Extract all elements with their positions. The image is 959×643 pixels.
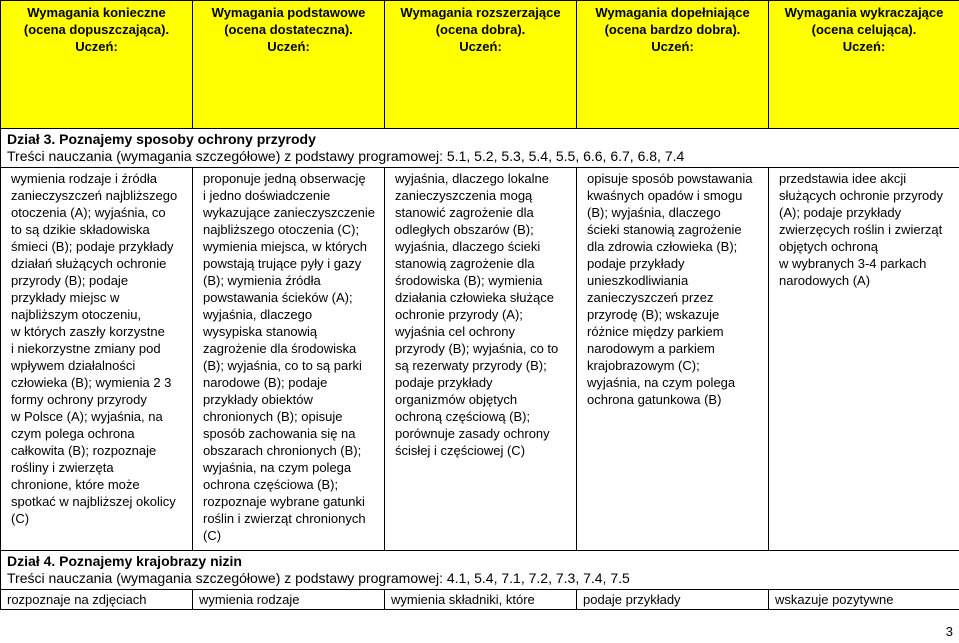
cell-text-line: czym polega ochrona — [11, 426, 135, 441]
cell-text-line: kwaśnych opadów i smogu — [587, 188, 743, 203]
cell-text-line: w Polsce (A); wyjaśnia, na — [11, 409, 163, 424]
table-cell: podaje przykłady — [577, 590, 769, 610]
cell-text-line: (C) — [11, 511, 30, 526]
requirements-col-1 — [1, 168, 193, 551]
cell-text-line: porównuje zasady ochrony — [395, 426, 550, 441]
header-grade: (ocena celująca). — [811, 22, 917, 37]
cell-text-line: wyjaśnia, na czym polega — [587, 375, 736, 390]
cell-text-line: i niekorzystne zmiany pod — [11, 341, 161, 356]
header-grade: (ocena dopuszczająca). — [23, 22, 170, 37]
cell-text-line: rozpoznaje wybrane gatunki — [203, 494, 365, 509]
cell-text-line: narodowe (B); podaje — [203, 375, 328, 390]
cell-text-line: powstawania ścieków (A); — [203, 290, 353, 305]
cell-text-line: wyjaśnia, na czym polega — [203, 460, 352, 475]
section-4-row — [1, 551, 959, 590]
cell-text-line: sposób zachowania się na — [203, 426, 356, 441]
cell-text-line: zanieczyszczeń przez — [587, 290, 714, 305]
cell-text-line: różnice między parkiem — [587, 324, 724, 339]
requirements-col-2 — [193, 168, 385, 551]
cell-text-line: odległych obszarów (B); — [395, 222, 534, 237]
cell-text-line: zagrożenie dla środowiska — [203, 341, 357, 356]
cell-text-line: przedstawia idee akcji — [779, 171, 907, 186]
header-grade: (ocena dostateczna). — [224, 22, 353, 37]
table-cell: wymienia składniki, które — [385, 590, 577, 610]
page-number: 3 — [945, 624, 953, 639]
header-title: Wymagania wykraczające — [784, 5, 944, 20]
cell-text-line: działania człowieka służące — [395, 290, 554, 305]
header-col-1 — [1, 1, 193, 129]
cell-text-line: proponuje jedną obserwację — [203, 171, 366, 186]
cell-text-line: opisuje sposób powstawania — [587, 171, 753, 186]
section-4-subtitle: Treści nauczania (wymagania szczegółowe) z podstawy programowej: 4.1, 5.4, 7.1, 7.2, 7.3, 7.4, 7.5 — [7, 570, 630, 586]
header-title: Wymagania dopełniające — [595, 5, 750, 20]
header-col-2 — [193, 1, 385, 129]
cell-text-line: i jedno doświadczenie — [203, 188, 331, 203]
section-4-requirements-row — [1, 590, 959, 610]
cell-text-line: zanieczyszczeń najbliższego — [11, 188, 178, 203]
header-student: Uczeń: — [459, 39, 502, 54]
cell-text-line: krajobrazowym (C); — [587, 358, 700, 373]
cell-text-line: ochrona częściowa (B); — [203, 477, 339, 492]
cell-text-line: wpływem działalności — [11, 358, 136, 373]
header-student: Uczeń: — [267, 39, 310, 54]
cell-text-line: całkowita (B); rozpoznaje — [11, 443, 157, 458]
header-title: Wymagania podstawowe — [211, 5, 366, 20]
section-3-title: Dział 3. Poznajemy sposoby ochrony przyrody — [7, 131, 316, 147]
cell-text-line: wykazujące zanieczyszczenie — [203, 205, 375, 220]
cell-text-line: przyrody (B); wyjaśnia, co to — [395, 341, 559, 356]
cell-text-line: ochronie przyrody (A); — [395, 307, 523, 322]
cell-text-line: (C) — [203, 528, 222, 543]
cell-text-line: stanowić zagrożenie dla — [395, 205, 534, 220]
requirements-row — [1, 168, 959, 551]
table-cell: wskazuje pozytywne — [769, 590, 959, 610]
cell-text-line: wysypiska stanowią — [203, 324, 318, 339]
header-student: Uczeń: — [842, 39, 886, 54]
cell-text-line: dla zdrowia człowieka (B); — [587, 239, 738, 254]
header-title: Wymagania rozszerzające — [400, 5, 561, 20]
cell-text-line: roślin i zwierząt chronionych — [203, 511, 366, 526]
cell-text-line: przykłady obiektów — [203, 392, 313, 407]
cell-text-line: organizmów objętych — [395, 392, 518, 407]
cell-text-line: podaje przykłady — [395, 375, 493, 390]
cell-text-line: objętych ochroną — [779, 239, 879, 254]
cell-text-line: spotkać w najbliższej okolicy — [11, 494, 176, 509]
cell-text-line: wymienia miejsca, w których — [203, 239, 367, 254]
requirements-col-5 — [769, 168, 959, 551]
header-student: Uczeń: — [75, 39, 118, 54]
cell-text-line: służących ochronie przyrody — [779, 188, 944, 203]
cell-text-line: otoczenia (A); wyjaśnia, co — [11, 205, 166, 220]
header-col-4 — [577, 1, 769, 129]
requirements-col-4 — [577, 168, 769, 551]
cell-text-line: ścieki stanowią zagrożenie — [587, 222, 742, 237]
header-col-3 — [385, 1, 577, 129]
cell-text-line: powstają trujące pyły i gazy — [203, 256, 362, 271]
cell-text-line: narodowym a parkiem — [587, 341, 715, 356]
section-3-row — [1, 129, 959, 168]
cell-text-line: (B); wymienia źródła — [203, 273, 321, 288]
cell-text-line: zwierzęcych roślin i zwierząt — [779, 222, 943, 237]
cell-text-line: stanowią zagrożenie dla — [395, 256, 535, 271]
cell-text-line: narodowych (A) — [779, 273, 871, 288]
cell-text-line: chronionych (B); opisuje — [203, 409, 343, 424]
cell-text-line: przyrody (B); podaje — [11, 273, 129, 288]
cell-text-line: człowieka (B); wymienia 2 3 — [11, 375, 172, 390]
requirements-col-3 — [385, 168, 577, 551]
section-3-cell — [1, 129, 959, 168]
cell-text-line: (A); podaje przykłady — [779, 205, 902, 220]
section-4-title: Dział 4. Poznajemy krajobrazy nizin — [7, 553, 242, 569]
header-grade: (ocena dobra). — [435, 22, 526, 37]
header-col-5 — [769, 1, 959, 129]
cell-text-line: to są dzikie składowiska — [11, 222, 150, 237]
section-4-cell — [1, 551, 959, 590]
table-cell: rozpoznaje na zdjęciach — [1, 590, 193, 610]
cell-text-line: (B); wyjaśnia, dlaczego — [587, 205, 721, 220]
header-grade: (ocena bardzo dobra). — [604, 22, 741, 37]
cell-text-line: przyrodę (B); wskazuje — [587, 307, 720, 322]
cell-text-line: wyjaśnia cel ochrony — [395, 324, 515, 339]
table-cell: wymienia rodzaje — [193, 590, 385, 610]
cell-text-line: są rezerwaty przyrody (B); — [395, 358, 547, 373]
cell-text-line: najbliższym otoczeniu, — [11, 307, 142, 322]
cell-text-line: przykłady miejsc w — [11, 290, 120, 305]
cell-text-line: w których zaszły korzystne — [11, 324, 165, 339]
cell-text-line: unieszkodliwiania — [587, 273, 689, 288]
header-student: Uczeń: — [651, 39, 694, 54]
section-3-subtitle: Treści nauczania (wymagania szczegółowe) z podstawy programowej: 5.1, 5.2, 5.3, 5.4, 5.5, 6.6, 6.7, 6.8, 7.4 — [7, 148, 685, 164]
cell-text-line: obszarach chronionych (B); — [203, 443, 362, 458]
cell-text-line: chronione, które może — [11, 477, 140, 492]
cell-text-line: podaje przykłady — [587, 256, 685, 271]
cell-text-line: wymienia rodzaje i źródła — [11, 171, 157, 186]
cell-text-line: ścisłej i częściowej (C) — [395, 443, 526, 458]
cell-text-line: zanieczyszczenia mogą — [395, 188, 533, 203]
cell-text-line: wyjaśnia, dlaczego lokalne — [395, 171, 549, 186]
cell-text-line: wyjaśnia, dlaczego ścieki — [395, 239, 541, 254]
cell-text-line: formy ochrony przyrody — [11, 392, 147, 407]
cell-text-line: środowiska (B); wymienia — [395, 273, 543, 288]
cell-text-line: w wybranych 3-4 parkach — [779, 256, 927, 271]
header-row — [1, 1, 959, 129]
cell-text-line: ochrona gatunkowa (B) — [587, 392, 722, 407]
cell-text-line: ochroną częściową (B); — [395, 409, 531, 424]
cell-text-line: najbliższego otoczenia (C); — [203, 222, 360, 237]
cell-text-line: rośliny i zwierzęta — [11, 460, 114, 475]
cell-text-line: wyjaśnia, dlaczego — [203, 307, 313, 322]
header-title: Wymagania konieczne — [27, 5, 166, 20]
cell-text-line: działań służących ochronie — [11, 256, 167, 271]
cell-text-line: (B); wyjaśnia, co to są parki — [203, 358, 362, 373]
cell-text-line: śmieci (B); podaje przykłady — [11, 239, 174, 254]
